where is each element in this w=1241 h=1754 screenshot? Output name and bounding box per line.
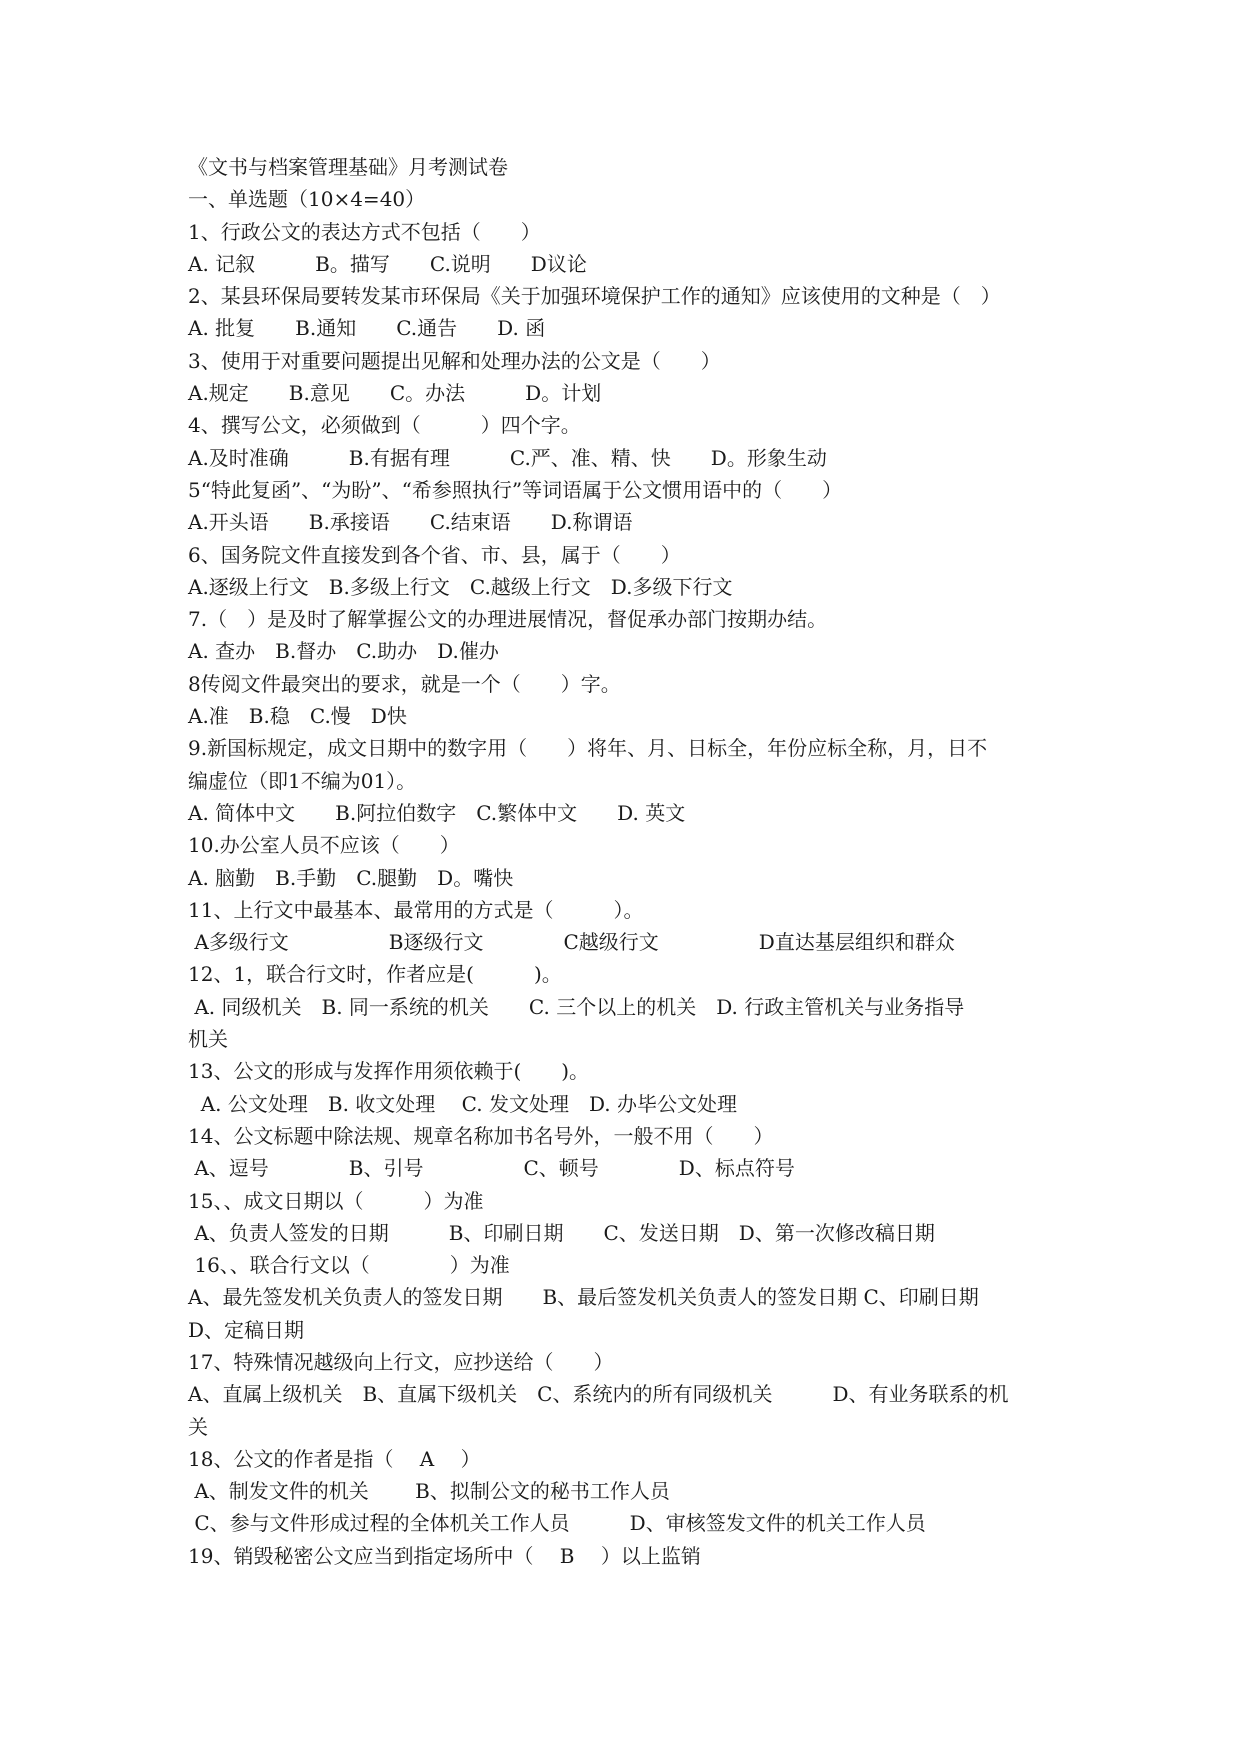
answer-options: A.准 B.稳 C.慢 D快 xyxy=(188,704,407,729)
question-text: 5“特此复函”、“为盼”、“希参照执行”等词语属于公文惯用语中的（ ） xyxy=(188,477,843,502)
answer-options: A、负责人签发的日期 B、印刷日期 C、发送日期 D、第一次修改稿日期 xyxy=(188,1220,935,1245)
answer-options: A.及时准确 B.有据有理 C.严、准、精、快 D。形象生动 xyxy=(188,445,827,470)
exam-title: 《文书与档案管理基础》月考测试卷 xyxy=(188,155,508,179)
answer-options: C、参与文件形成过程的全体机关工作人员 D、审核签发文件的机关工作人员 xyxy=(188,1511,926,1536)
answer-options: A.开头语 B.承接语 C.结束语 D.称谓语 xyxy=(188,510,633,535)
question-text: 编虚位（即1不编为01）。 xyxy=(188,768,417,793)
question-text: 关 xyxy=(188,1414,208,1439)
question-text: 17、特殊情况越级向上行文，应抄送给（ ） xyxy=(188,1349,614,1374)
answer-options: A. 记叙 B。描写 C.说明 D议论 xyxy=(188,251,587,276)
question-text: 16、、联合行文以（ ）为准 xyxy=(188,1253,510,1278)
question-text: 12、1，联合行文时，作者应是( )。 xyxy=(188,962,562,987)
answer-options: A. 简体中文 B.阿拉伯数字 C.繁体中文 D. 英文 xyxy=(188,800,686,825)
question-text: 18、公文的作者是指（ A ） xyxy=(188,1446,481,1471)
section-heading: 一、单选题（10×4=40） xyxy=(188,187,426,212)
answer-options: A、制发文件的机关 B、拟制公文的秘书工作人员 xyxy=(188,1479,670,1504)
question-text: 4、撰写公文，必须做到（ ）四个字。 xyxy=(188,413,581,438)
answer-options: D、定稿日期 xyxy=(188,1317,305,1342)
exam-content xyxy=(188,151,1068,1572)
question-text: 6、国务院文件直接发到各个省、市、县，属于（ ） xyxy=(188,542,681,567)
answer-options: A. 批复 B.通知 C.通告 D. 函 xyxy=(188,316,546,341)
question-text: 13、公文的形成与发挥作用须依赖于( )。 xyxy=(188,1059,590,1084)
question-text: 15、、成文日期以（ ）为准 xyxy=(188,1188,484,1213)
question-text: 19、销毁秘密公文应当到指定场所中（ B ）以上监销 xyxy=(188,1543,701,1568)
answer-options: A.规定 B.意见 C。办法 D。计划 xyxy=(188,381,602,406)
question-text: 8传阅文件最突出的要求，就是一个（ ）字。 xyxy=(188,671,621,696)
question-text: 14、公文标题中除法规、规章名称加书名号外，一般不用（ ） xyxy=(188,1123,774,1148)
answer-options: A、逗号 B、引号 C、顿号 D、标点符号 xyxy=(188,1156,795,1181)
answer-options: A. 同级机关 B. 同一系统的机关 C. 三个以上的机关 D. 行政主管机关与业务指导 xyxy=(188,994,965,1019)
answer-options: A多级行文 B逐级行文 C越级行文 D直达基层组织和群众 xyxy=(188,930,955,955)
answer-options: A. 脑勤 B.手勤 C.腿勤 D。嘴快 xyxy=(188,865,514,890)
answer-options: A. 查办 B.督办 C.助办 D.催办 xyxy=(188,639,499,664)
question-text: 1、行政公文的表达方式不包括（ ） xyxy=(188,219,541,244)
question-text: 机关 xyxy=(188,1027,228,1052)
question-text: 3、使用于对重要问题提出见解和处理办法的公文是（ ） xyxy=(188,348,721,373)
question-text: 2、某县环保局要转发某市环保局《关于加强环境保护工作的通知》应该使用的文种是（ ） xyxy=(188,284,1001,309)
question-text: 9.新国标规定，成文日期中的数字用（ ）将年、月、日标全，年份应标全称，月，日不 xyxy=(188,736,988,761)
answer-options: A.逐级上行文 B.多级上行文 C.越级上行文 D.多级下行文 xyxy=(188,574,733,599)
question-text: 11、上行文中最基本、最常用的方式是（ ）。 xyxy=(188,897,644,922)
question-text: 10.办公室人员不应该（ ） xyxy=(188,833,460,858)
answer-options: A、最先签发机关负责人的签发日期 B、最后签发机关负责人的签发日期 C、印刷日期 xyxy=(188,1285,979,1310)
question-text: 7.（ ）是及时了解掌握公文的办理进展情况，督促承办部门按期办结。 xyxy=(188,607,828,632)
answer-options: A、直属上级机关 B、直属下级机关 C、系统内的所有同级机关 D、有业务联系的机 xyxy=(188,1382,1009,1407)
answer-options: A. 公文处理 B. 收文处理 C. 发文处理 D. 办毕公文处理 xyxy=(188,1091,737,1116)
